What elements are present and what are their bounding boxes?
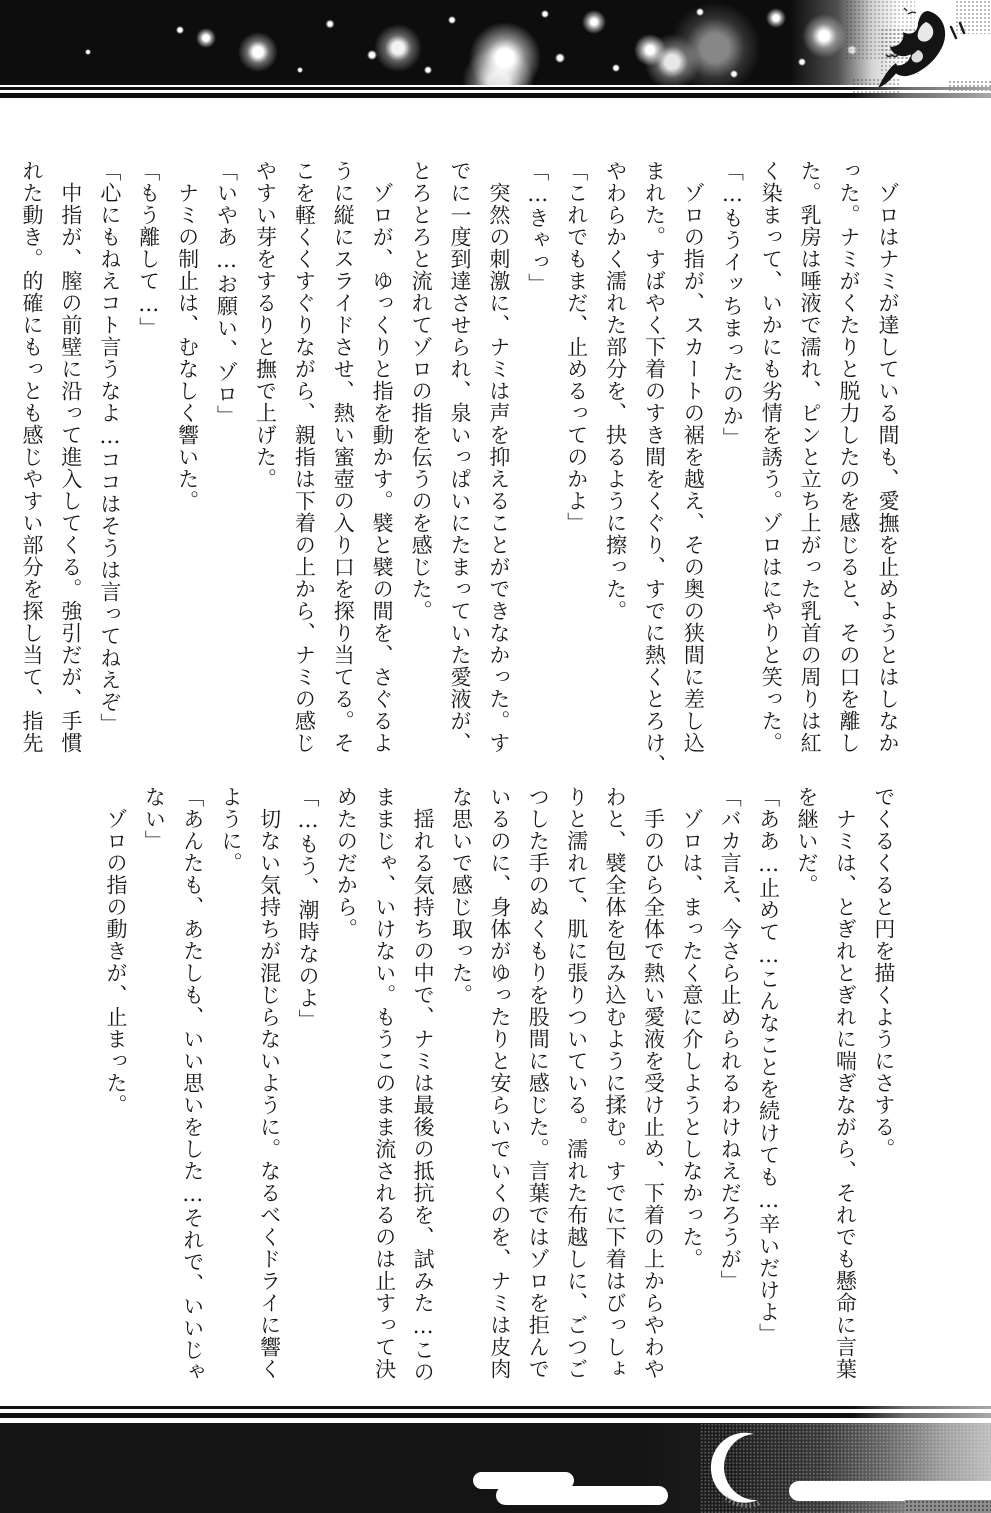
text-column: 「心にもねえコト言うなよ…ココはそうは言ってねえぞ」 xyxy=(97,160,122,735)
text-column: うに縦にスライドさせ、熱い蜜壺の入り口を探り当てる。そ xyxy=(331,160,356,754)
text-column: ゾロの指が、スカートの裾を越え、その奥の狭間に差し込 xyxy=(681,160,706,754)
top-text-block xyxy=(20,160,900,776)
text-column: 「…もう、潮時なのよ」 xyxy=(295,786,320,1031)
text-column: でくるくると円を描くようにさする。 xyxy=(871,786,896,1160)
text-column: な思いで感じ取った。 xyxy=(449,786,474,1006)
text-column: 手のひら全体で熱い愛液を受け止め、下着の上からやわや xyxy=(641,786,666,1380)
divider-rule xyxy=(0,87,991,90)
text-column: やわらかく濡れた部分を、抉るように擦った。 xyxy=(603,160,628,622)
starry-sky-band xyxy=(0,0,991,85)
text-column: 「あんたも、あたしも、いい思いをした…それで、いいじゃ xyxy=(180,786,205,1383)
text-column: こを軽くくすぐりながら、親指は下着の上から、ナミの感じ xyxy=(292,160,317,754)
text-column: とろとろと流れてゾロの指を伝うのを感じた。 xyxy=(409,160,434,622)
text-column: めたのだから。 xyxy=(334,786,359,940)
text-column: わと、襞全体を包み込むように揉む。すでに下着はびっしょ xyxy=(603,786,628,1380)
divider-rule xyxy=(0,1406,991,1409)
text-column: 揺れる気持ちの中で、ナミは最後の抵抗を、試みた…この xyxy=(411,786,436,1383)
text-column: 「いやあ…お願い、ゾロ」 xyxy=(214,160,239,427)
text-column: いるのに、身体がゆったりと安らいでいくのを、ナミは皮肉 xyxy=(487,786,512,1380)
text-column: つした手のぬくもりを股間に感じた。言葉ではゾロを拒んで xyxy=(526,786,551,1380)
text-column: ゾロはナミが達している間も、愛撫を止めようとはしなか xyxy=(875,160,900,754)
text-column: 「バカ言え、今さら止められるわけねえだろうが」 xyxy=(718,786,743,1292)
text-column: 切ない気持ちが混じらないように。なるべくドライに響く xyxy=(257,786,282,1380)
text-column: を継いだ。 xyxy=(795,786,820,896)
text-column: ゾロが、ゆっくりと指を動かす。襞と襞の間を、さぐるよ xyxy=(370,160,395,754)
text-column: た。乳房は唾液で濡れ、ピンと立ち上がった乳首の周りは紅 xyxy=(798,160,823,754)
text-column: ゾロは、まったく意に介しようとしなかった。 xyxy=(679,786,704,1270)
text-column: 「ああ…止めて…こんなことを続けても…辛いだけよ」 xyxy=(756,786,781,1345)
divider-rule xyxy=(0,1413,991,1418)
text-column: りと濡れて、肌に張りついている。濡れた布越しに、ごつご xyxy=(564,786,589,1380)
text-column: ナミの制止は、むなしく響いた。 xyxy=(175,160,200,512)
crescent-moon-icon xyxy=(700,1430,780,1512)
text-column: ように。 xyxy=(219,786,244,874)
bottom-text-block xyxy=(104,786,896,1398)
divider-rule xyxy=(0,93,991,98)
text-column: 突然の刺激に、ナミは声を抑えることができなかった。す xyxy=(486,160,511,754)
text-column: 「…もうイッちまったのか」 xyxy=(720,160,745,449)
text-column: やすい芽をするりと撫で上げた。 xyxy=(253,160,278,490)
text-column: った。ナミがくたりと脱力したのを感じると、その口を離し xyxy=(837,160,862,754)
text-column: れた動き。的確にもっとも感じやすい部分を探し当て、指先 xyxy=(20,160,44,754)
text-column: く染まって、いかにも劣情を誘う。ゾロはにやりと笑った。 xyxy=(759,160,784,754)
cloud-shape xyxy=(496,1486,668,1505)
cloud-halftone-step xyxy=(905,1500,991,1513)
text-column: 中指が、膣の前壁に沿って進入してくる。強引だが、手慣 xyxy=(58,160,83,754)
text-column: 「もう離して…」 xyxy=(136,160,161,339)
cloud-shape xyxy=(789,1481,991,1501)
ink-critter-icon xyxy=(866,2,970,98)
text-column: でに一度到達させられ、泉いっぱいにたまっていた愛液が、 xyxy=(447,160,472,754)
text-column: ゾロの指の動きが、止まった。 xyxy=(104,786,128,1116)
text-column: まれた。すばやく下着のすき間をくぐり、すでに熱くとろけ、 xyxy=(642,160,667,776)
text-column: ままじゃ、いけない。もうこのまま流されるのは止すって決 xyxy=(372,786,397,1380)
text-column: 「これでもまだ、止めるってのかよ」 xyxy=(564,160,589,534)
stars-decoration xyxy=(0,0,991,85)
text-column: ない」 xyxy=(142,786,167,852)
text-column: ナミは、とぎれとぎれに喘ぎながら、それでも懸命に言葉 xyxy=(833,786,858,1380)
text-column: 「…きゃっ」 xyxy=(525,160,550,295)
